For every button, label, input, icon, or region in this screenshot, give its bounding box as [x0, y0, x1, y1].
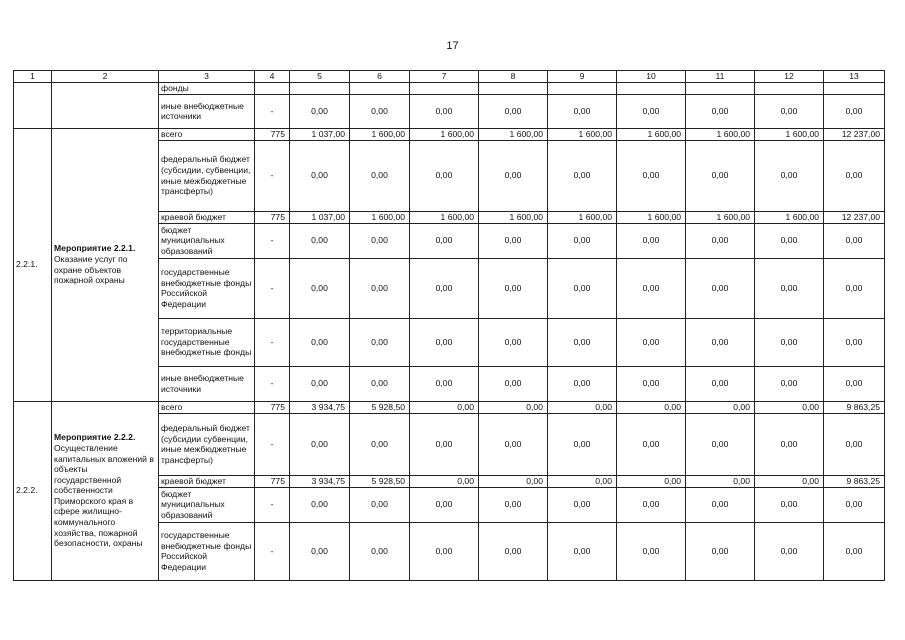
- value-cell: 0,00: [755, 258, 824, 318]
- column-header: 2: [52, 71, 159, 83]
- value-cell: 0,00: [290, 258, 350, 318]
- value-cell: 0,00: [548, 94, 617, 128]
- table-row: [14, 128, 885, 140]
- value-cell: -: [255, 522, 290, 580]
- value-cell: 0,00: [686, 140, 755, 211]
- column-header: 1: [14, 71, 52, 83]
- funding-source: иные внебюджетные источники: [159, 94, 255, 128]
- value-cell: 0,00: [755, 366, 824, 401]
- column-header: 12: [755, 71, 824, 83]
- value-cell: 0,00: [824, 413, 885, 475]
- value-cell: 0,00: [290, 366, 350, 401]
- value-cell: 0,00: [479, 413, 548, 475]
- value-cell: 0,00: [350, 366, 410, 401]
- value-cell: 0,00: [824, 318, 885, 366]
- value-cell: 0,00: [290, 223, 350, 258]
- funding-source: иные внебюджетные источники: [159, 366, 255, 401]
- value-cell: 0,00: [617, 94, 686, 128]
- value-cell: 0,00: [617, 413, 686, 475]
- value-cell: 0,00: [686, 318, 755, 366]
- value-cell: 0,00: [755, 487, 824, 522]
- value-cell: 0,00: [350, 140, 410, 211]
- value-cell: 0,00: [548, 487, 617, 522]
- column-header: 10: [617, 71, 686, 83]
- value-cell: 0,00: [617, 401, 686, 413]
- value-cell: 0,00: [410, 475, 479, 487]
- column-header: 9: [548, 71, 617, 83]
- value-cell: 1 600,00: [410, 128, 479, 140]
- value-cell: 12 237,00: [824, 128, 885, 140]
- empty-cell: [548, 83, 617, 95]
- value-cell: 0,00: [686, 94, 755, 128]
- empty-cell: [350, 83, 410, 95]
- value-cell: 0,00: [686, 366, 755, 401]
- measure-name: [52, 128, 159, 401]
- value-cell: 5 928,50: [350, 401, 410, 413]
- funding-source: краевой бюджет: [159, 211, 255, 223]
- value-cell: 0,00: [410, 366, 479, 401]
- value-cell: 0,00: [755, 140, 824, 211]
- value-cell: 0,00: [479, 318, 548, 366]
- empty-cell: [290, 83, 350, 95]
- funding-source: краевой бюджет: [159, 475, 255, 487]
- value-cell: 1 600,00: [548, 211, 617, 223]
- page-number: 17: [446, 40, 459, 52]
- value-cell: 0,00: [755, 413, 824, 475]
- column-header: 4: [255, 71, 290, 83]
- value-cell: 0,00: [824, 487, 885, 522]
- value-cell: 0,00: [350, 318, 410, 366]
- value-cell: 0,00: [755, 475, 824, 487]
- value-cell: 0,00: [617, 140, 686, 211]
- empty-cell: [824, 83, 885, 95]
- value-cell: 0,00: [548, 223, 617, 258]
- funding-source: всего: [159, 128, 255, 140]
- value-cell: 1 600,00: [479, 128, 548, 140]
- value-cell: 0,00: [824, 366, 885, 401]
- value-cell: 0,00: [410, 140, 479, 211]
- value-cell: 1 600,00: [686, 128, 755, 140]
- value-cell: 0,00: [548, 475, 617, 487]
- value-cell: 0,00: [686, 223, 755, 258]
- column-header: 6: [350, 71, 410, 83]
- value-cell: 1 037,00: [290, 128, 350, 140]
- table-row: [14, 83, 885, 95]
- funding-source: федеральный бюджет (субсидии, субвенции, иные межбюджетные трансферты): [159, 140, 255, 211]
- value-cell: 0,00: [350, 94, 410, 128]
- value-cell: 1 600,00: [350, 211, 410, 223]
- value-cell: 0,00: [824, 140, 885, 211]
- measure-description: Оказание услуг по охране объектов пожарной охраны: [54, 254, 128, 286]
- funding-source: фонды: [159, 83, 255, 95]
- value-cell: 1 600,00: [755, 211, 824, 223]
- value-cell: 0,00: [290, 318, 350, 366]
- value-cell: 0,00: [548, 140, 617, 211]
- value-cell: 0,00: [479, 487, 548, 522]
- value-cell: 1 037,00: [290, 211, 350, 223]
- value-cell: 0,00: [686, 475, 755, 487]
- value-cell: 0,00: [617, 258, 686, 318]
- value-cell: 0,00: [350, 413, 410, 475]
- empty-cell: [410, 83, 479, 95]
- value-cell: 0,00: [350, 522, 410, 580]
- value-cell: 0,00: [479, 223, 548, 258]
- value-cell: 0,00: [755, 318, 824, 366]
- value-cell: 12 237,00: [824, 211, 885, 223]
- value-cell: 0,00: [686, 401, 755, 413]
- value-cell: 1 600,00: [617, 128, 686, 140]
- value-cell: 1 600,00: [548, 128, 617, 140]
- value-cell: 0,00: [350, 487, 410, 522]
- value-cell: 0,00: [410, 401, 479, 413]
- value-cell: 0,00: [410, 94, 479, 128]
- value-cell: 0,00: [617, 475, 686, 487]
- budget-table: [13, 70, 885, 581]
- value-cell: -: [255, 140, 290, 211]
- value-cell: 0,00: [479, 258, 548, 318]
- header-row: [14, 71, 885, 83]
- column-header: 3: [159, 71, 255, 83]
- value-cell: 0,00: [548, 413, 617, 475]
- value-cell: 0,00: [824, 94, 885, 128]
- value-cell: -: [255, 223, 290, 258]
- value-cell: 9 863,25: [824, 401, 885, 413]
- value-cell: 0,00: [548, 401, 617, 413]
- value-cell: 0,00: [686, 522, 755, 580]
- funding-source: государственные внебюджетные фонды Российской Федерации: [159, 522, 255, 580]
- value-cell: 0,00: [410, 318, 479, 366]
- value-cell: 0,00: [548, 318, 617, 366]
- value-cell: 1 600,00: [350, 128, 410, 140]
- value-cell: 0,00: [290, 140, 350, 211]
- value-cell: 0,00: [755, 94, 824, 128]
- value-cell: 9 863,25: [824, 475, 885, 487]
- value-cell: 0,00: [548, 258, 617, 318]
- value-cell: -: [255, 366, 290, 401]
- value-cell: 1 600,00: [617, 211, 686, 223]
- column-header: 11: [686, 71, 755, 83]
- funding-source: государственные внебюджетные фонды Российской Федерации: [159, 258, 255, 318]
- empty-cell: [255, 83, 290, 95]
- empty-cell: [479, 83, 548, 95]
- column-header: 5: [290, 71, 350, 83]
- value-cell: 1 600,00: [479, 211, 548, 223]
- value-cell: 0,00: [479, 94, 548, 128]
- value-cell: 5 928,50: [350, 475, 410, 487]
- value-cell: 0,00: [410, 258, 479, 318]
- value-cell: 0,00: [617, 522, 686, 580]
- measure-code: 2.2.1.: [14, 128, 52, 401]
- value-cell: 0,00: [350, 223, 410, 258]
- value-cell: 0,00: [824, 258, 885, 318]
- column-header: 8: [479, 71, 548, 83]
- value-cell: 0,00: [479, 140, 548, 211]
- value-cell: 0,00: [290, 413, 350, 475]
- value-cell: 0,00: [290, 487, 350, 522]
- value-cell: 0,00: [755, 522, 824, 580]
- funding-source: федеральный бюджет (субсидии субвенции, иные межбюджетные трансферты): [159, 413, 255, 475]
- value-cell: 0,00: [410, 522, 479, 580]
- value-cell: 0,00: [686, 413, 755, 475]
- measure-title: Мероприятие 2.2.2.: [54, 432, 136, 443]
- value-cell: 0,00: [617, 318, 686, 366]
- value-cell: 0,00: [479, 401, 548, 413]
- value-cell: -: [255, 487, 290, 522]
- value-cell: 0,00: [410, 487, 479, 522]
- empty-cell: [52, 83, 159, 129]
- value-cell: 3 934,75: [290, 475, 350, 487]
- value-cell: 0,00: [617, 223, 686, 258]
- value-cell: 0,00: [824, 223, 885, 258]
- value-cell: 775: [255, 475, 290, 487]
- value-cell: 0,00: [350, 258, 410, 318]
- value-cell: 0,00: [410, 223, 479, 258]
- funding-source: территориальные государственные внебюджетные фонды: [159, 318, 255, 366]
- value-cell: 0,00: [548, 366, 617, 401]
- value-cell: 1 600,00: [410, 211, 479, 223]
- measure-title: Мероприятие 2.2.1.: [54, 243, 136, 254]
- value-cell: 0,00: [479, 366, 548, 401]
- value-cell: 0,00: [479, 475, 548, 487]
- measure-code: 2.2.2.: [14, 401, 52, 580]
- value-cell: 0,00: [755, 401, 824, 413]
- value-cell: -: [255, 318, 290, 366]
- funding-source: всего: [159, 401, 255, 413]
- value-cell: -: [255, 258, 290, 318]
- value-cell: 0,00: [686, 258, 755, 318]
- column-header: 7: [410, 71, 479, 83]
- empty-cell: [686, 83, 755, 95]
- value-cell: 0,00: [755, 223, 824, 258]
- value-cell: 3 934,75: [290, 401, 350, 413]
- value-cell: 775: [255, 401, 290, 413]
- empty-cell: [14, 83, 52, 129]
- value-cell: 775: [255, 128, 290, 140]
- value-cell: 0,00: [290, 522, 350, 580]
- measure-description: Осуществление капитальных вложений в объекты государственной собственности Приморского края в сфере жилищно-коммунального хозяйства, пожарной безопасности, охраны: [54, 442, 154, 549]
- value-cell: -: [255, 413, 290, 475]
- value-cell: 0,00: [617, 366, 686, 401]
- value-cell: 1 600,00: [686, 211, 755, 223]
- table-row: [14, 401, 885, 413]
- value-cell: 1 600,00: [755, 128, 824, 140]
- funding-source: бюджет муниципальных образований: [159, 223, 255, 258]
- value-cell: -: [255, 94, 290, 128]
- value-cell: 0,00: [824, 522, 885, 580]
- column-header: 13: [824, 71, 885, 83]
- value-cell: 775: [255, 211, 290, 223]
- value-cell: 0,00: [290, 94, 350, 128]
- value-cell: 0,00: [410, 413, 479, 475]
- value-cell: 0,00: [548, 522, 617, 580]
- measure-name: [52, 401, 159, 580]
- funding-source: бюджет муниципальных образований: [159, 487, 255, 522]
- empty-cell: [755, 83, 824, 95]
- value-cell: 0,00: [479, 522, 548, 580]
- empty-cell: [617, 83, 686, 95]
- value-cell: 0,00: [686, 487, 755, 522]
- value-cell: 0,00: [617, 487, 686, 522]
